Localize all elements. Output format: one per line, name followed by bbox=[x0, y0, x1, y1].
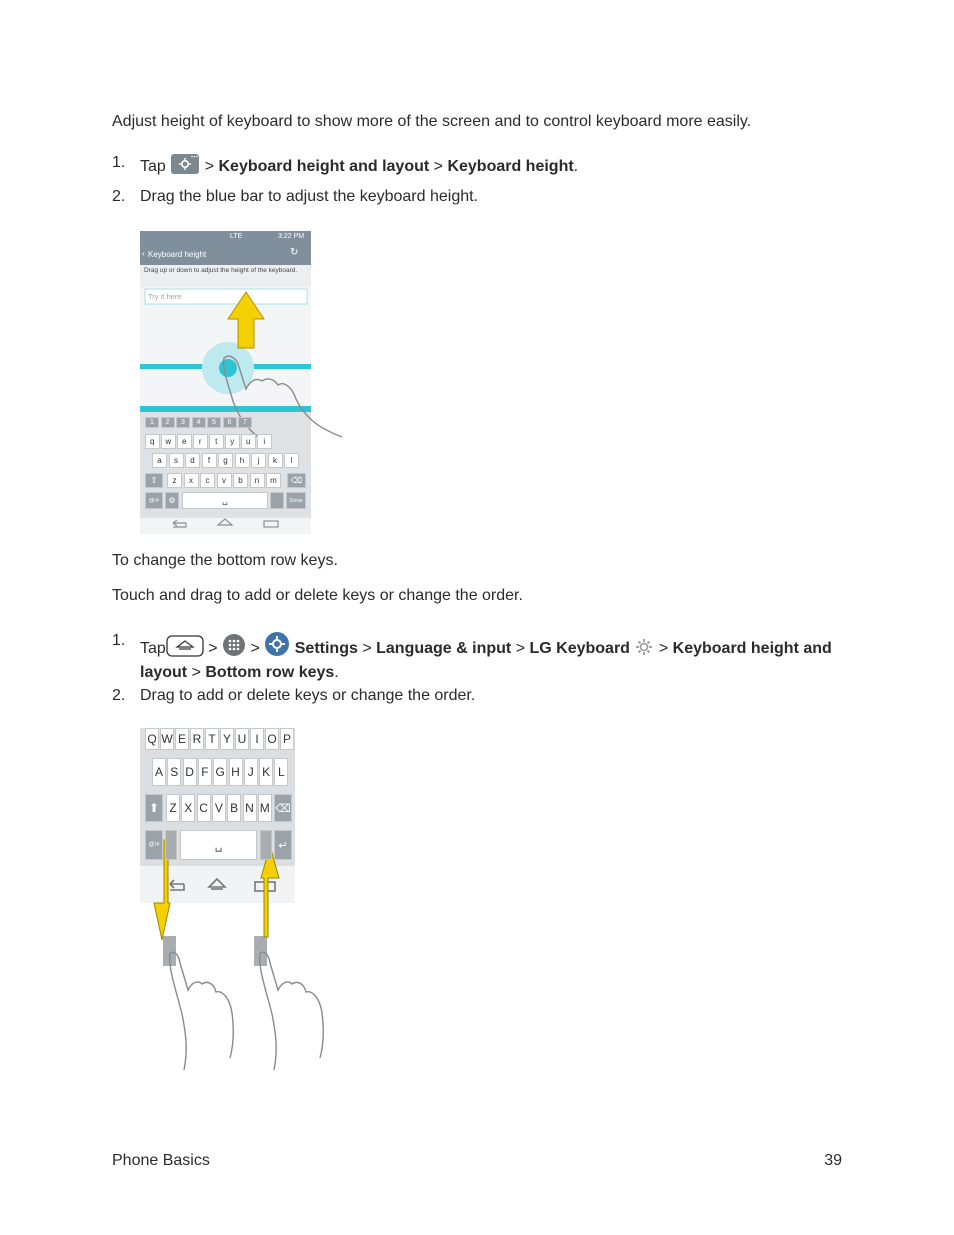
keyboard-height-screenshot bbox=[140, 231, 345, 534]
menu-settings: Settings bbox=[294, 640, 358, 657]
symbols-key[interactable]: @!# bbox=[145, 830, 163, 860]
letter-key[interactable]: r bbox=[193, 434, 208, 449]
bottom-row-desc: Touch and drag to add or delete keys or change the order. bbox=[112, 587, 523, 604]
letter-key[interactable]: a bbox=[152, 453, 167, 468]
settings-key[interactable]: ⚙ bbox=[165, 492, 179, 509]
step-number: 1. bbox=[112, 154, 126, 171]
number-key[interactable]: 2 bbox=[161, 417, 175, 428]
letter-key[interactable]: X bbox=[181, 794, 195, 822]
try-input[interactable]: Try it here bbox=[148, 292, 182, 301]
shift-key[interactable]: ⇧ bbox=[145, 473, 163, 488]
separator: > bbox=[515, 640, 526, 657]
letter-key[interactable]: Z bbox=[166, 794, 180, 822]
number-key[interactable]: 4 bbox=[192, 417, 206, 428]
letter-key[interactable]: u bbox=[241, 434, 256, 449]
separator: > bbox=[250, 640, 260, 657]
letter-key[interactable]: A bbox=[152, 758, 166, 786]
letter-key[interactable]: z bbox=[167, 473, 182, 488]
letter-key[interactable]: Y bbox=[220, 728, 234, 750]
letter-key[interactable]: W bbox=[160, 728, 174, 750]
step-number: 1. bbox=[112, 632, 126, 649]
tap-word: Tap bbox=[140, 640, 166, 657]
letter-key[interactable]: L bbox=[274, 758, 288, 786]
letter-key[interactable]: v bbox=[217, 473, 232, 488]
shift-key[interactable]: ⬆ bbox=[145, 794, 163, 822]
tap-word: Tap bbox=[140, 158, 166, 175]
letter-key[interactable]: q bbox=[145, 434, 160, 449]
letter-key[interactable]: P bbox=[280, 728, 294, 750]
symbols-key[interactable]: @!# bbox=[145, 492, 163, 509]
back-chevron-icon[interactable]: ‹ bbox=[142, 249, 145, 258]
step-number: 2. bbox=[112, 188, 126, 205]
bottom-row-keys-screenshot bbox=[140, 728, 332, 1074]
menu-language-input: Language & input bbox=[376, 640, 512, 657]
menu-keyboard-height-and-layout: Keyboard height and layout bbox=[218, 158, 430, 175]
separator: > bbox=[658, 640, 669, 657]
letter-key[interactable]: l bbox=[284, 453, 299, 468]
letter-key[interactable]: D bbox=[183, 758, 197, 786]
enter-key[interactable]: ↵ bbox=[274, 830, 292, 860]
letter-key[interactable]: e bbox=[177, 434, 192, 449]
separator: > bbox=[362, 640, 372, 657]
intro-text: Adjust height of keyboard to show more of the screen and to control keyboard more easily. bbox=[112, 113, 752, 130]
letter-key[interactable]: c bbox=[200, 473, 215, 488]
letter-key[interactable]: i bbox=[257, 434, 272, 449]
backspace-key[interactable]: ⌫ bbox=[274, 794, 292, 822]
letter-key[interactable]: h bbox=[235, 453, 250, 468]
separator: > bbox=[204, 158, 215, 175]
number-key[interactable]: 6 bbox=[223, 417, 237, 428]
blank-key[interactable] bbox=[270, 492, 284, 509]
keyboard-1 bbox=[140, 231, 311, 534]
step-text: Drag the blue bar to adjust the keyboard height. bbox=[140, 188, 478, 205]
letter-key[interactable]: M bbox=[258, 794, 272, 822]
letter-key[interactable]: H bbox=[229, 758, 243, 786]
menu-keyboard-height-and-layout: Keyboard height and layout bbox=[140, 640, 832, 681]
letter-key[interactable]: b bbox=[233, 473, 248, 488]
space-key[interactable]: ␣ bbox=[182, 492, 268, 509]
done-key[interactable]: Done bbox=[286, 492, 306, 509]
letter-key[interactable]: S bbox=[167, 758, 181, 786]
home-icon bbox=[166, 635, 204, 663]
number-key[interactable]: 7 bbox=[238, 417, 252, 428]
apps-icon bbox=[222, 633, 246, 663]
number-key[interactable]: 1 bbox=[145, 417, 159, 428]
letter-key[interactable]: f bbox=[202, 453, 217, 468]
bottom-row-intro: To change the bottom row keys. bbox=[112, 552, 338, 569]
step-text: Drag to add or delete keys or change the order. bbox=[140, 687, 476, 704]
letter-key[interactable]: I bbox=[250, 728, 264, 750]
letter-key[interactable]: V bbox=[212, 794, 226, 822]
letter-key[interactable]: g bbox=[218, 453, 233, 468]
letter-key[interactable]: U bbox=[235, 728, 249, 750]
letter-key[interactable]: y bbox=[225, 434, 240, 449]
letter-key[interactable]: G bbox=[213, 758, 227, 786]
footer-section: Phone Basics bbox=[112, 1152, 210, 1169]
status-network: LTE bbox=[230, 233, 243, 240]
letter-key[interactable]: B bbox=[227, 794, 241, 822]
period: . bbox=[573, 158, 579, 175]
separator: > bbox=[191, 664, 201, 681]
letter-key[interactable]: E bbox=[175, 728, 189, 750]
period: . bbox=[334, 664, 339, 681]
separator: > bbox=[433, 158, 443, 175]
letter-key[interactable]: F bbox=[198, 758, 212, 786]
number-key[interactable]: 5 bbox=[207, 417, 221, 428]
letter-key[interactable]: m bbox=[266, 473, 281, 488]
settings-icon bbox=[264, 631, 290, 663]
space-key[interactable]: ␣ bbox=[180, 830, 257, 860]
letter-key[interactable]: t bbox=[209, 434, 224, 449]
menu-keyboard-height: Keyboard height bbox=[447, 158, 574, 175]
settings-gear-icon bbox=[170, 153, 200, 181]
number-key[interactable]: 3 bbox=[176, 417, 190, 428]
instruction-text: Drag up or down to adjust the height of the keyboard. bbox=[144, 267, 298, 274]
step-text bbox=[140, 631, 840, 683]
letter-key[interactable]: T bbox=[205, 728, 219, 750]
letter-key[interactable]: x bbox=[184, 473, 199, 488]
letter-key[interactable]: n bbox=[250, 473, 265, 488]
step-text bbox=[140, 153, 840, 181]
letter-key[interactable]: d bbox=[185, 453, 200, 468]
removable-key[interactable] bbox=[260, 830, 272, 860]
removable-key[interactable] bbox=[165, 830, 177, 860]
letter-key[interactable]: j bbox=[251, 453, 266, 468]
letter-key[interactable]: O bbox=[265, 728, 279, 750]
letter-key[interactable]: w bbox=[161, 434, 176, 449]
status-time: 3:22 PM bbox=[278, 233, 305, 240]
separator: > bbox=[208, 640, 218, 657]
screen-title: Keyboard height bbox=[148, 250, 207, 259]
letter-key[interactable]: K bbox=[259, 758, 273, 786]
letter-key[interactable]: N bbox=[243, 794, 257, 822]
letter-key[interactable]: R bbox=[190, 728, 204, 750]
letter-key[interactable]: k bbox=[268, 453, 283, 468]
letter-key[interactable]: J bbox=[244, 758, 258, 786]
menu-lg-keyboard: LG Keyboard bbox=[529, 640, 630, 657]
letter-key[interactable]: s bbox=[169, 453, 184, 468]
keyboard-settings-gear-icon bbox=[634, 637, 654, 663]
keyboard-2 bbox=[140, 728, 295, 868]
letter-key[interactable]: C bbox=[197, 794, 211, 822]
letter-key[interactable]: Q bbox=[145, 728, 159, 750]
step-number: 2. bbox=[112, 687, 126, 704]
backspace-key[interactable]: ⌫ bbox=[287, 473, 306, 488]
reset-icon[interactable]: ↻ bbox=[290, 247, 299, 258]
footer-page-number: 39 bbox=[824, 1152, 842, 1169]
menu-bottom-row-keys: Bottom row keys bbox=[205, 664, 335, 681]
